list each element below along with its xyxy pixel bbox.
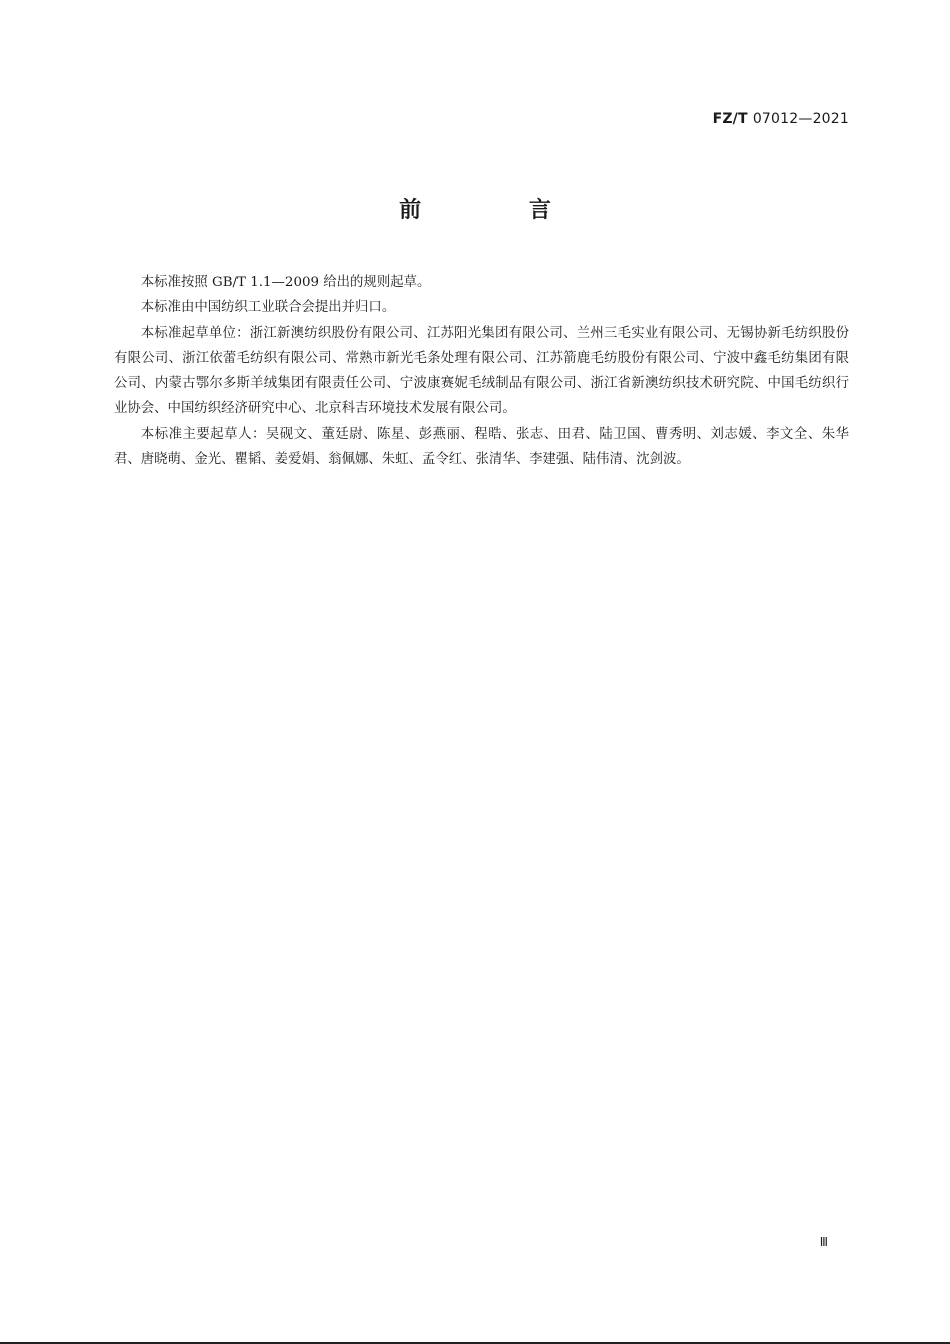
paragraph-drafters: 本标准主要起草人：吴砚文、董廷尉、陈星、彭燕丽、程晧、张志、田君、陆卫国、曹秀明、刘志媛、李文全、朱华君、唐晓萌、金光、瞿韬、姜爱娟、翁佩娜、朱虹、孟令红、张清华、李建强、陆伟清、沈剑波。 [114,426,849,468]
standard-number-value: 07012—2021 [752,111,849,127]
paragraph-drafting-rules: 本标准按照 GB/T 1.1—2009 给出的规则起草。 [140,275,431,290]
standard-number [713,111,849,127]
paragraph-drafting-units: 本标准起草单位：浙江新澳纺织股份有限公司、江苏阳光集团有限公司、兰州三毛实业有限公司、无锡协新毛纺织股份有限公司、浙江依蕾毛纺织有限公司、常熟市新光毛条处理有限公司、江苏箭鹿毛纺股份有限公司、宁波中鑫毛纺集团有限公司、内蒙古鄂尔多斯羊绒集团有限责任公司、宁波康赛妮毛绒制品有限公司、浙江省新澳纺织技术研究院、中国毛纺织行业协会、中国纺织经济研究中心、北京科吉环境技术发展有限公司。 [114,325,849,417]
page-title: 前 言 [399,198,601,223]
foreword-body [114,270,849,472]
paragraph-proposer: 本标准由中国纺织工业联合会提出并归口。 [140,300,396,316]
standard-code: FZ/T [712,111,748,127]
page-number: Ⅲ [819,1235,828,1249]
